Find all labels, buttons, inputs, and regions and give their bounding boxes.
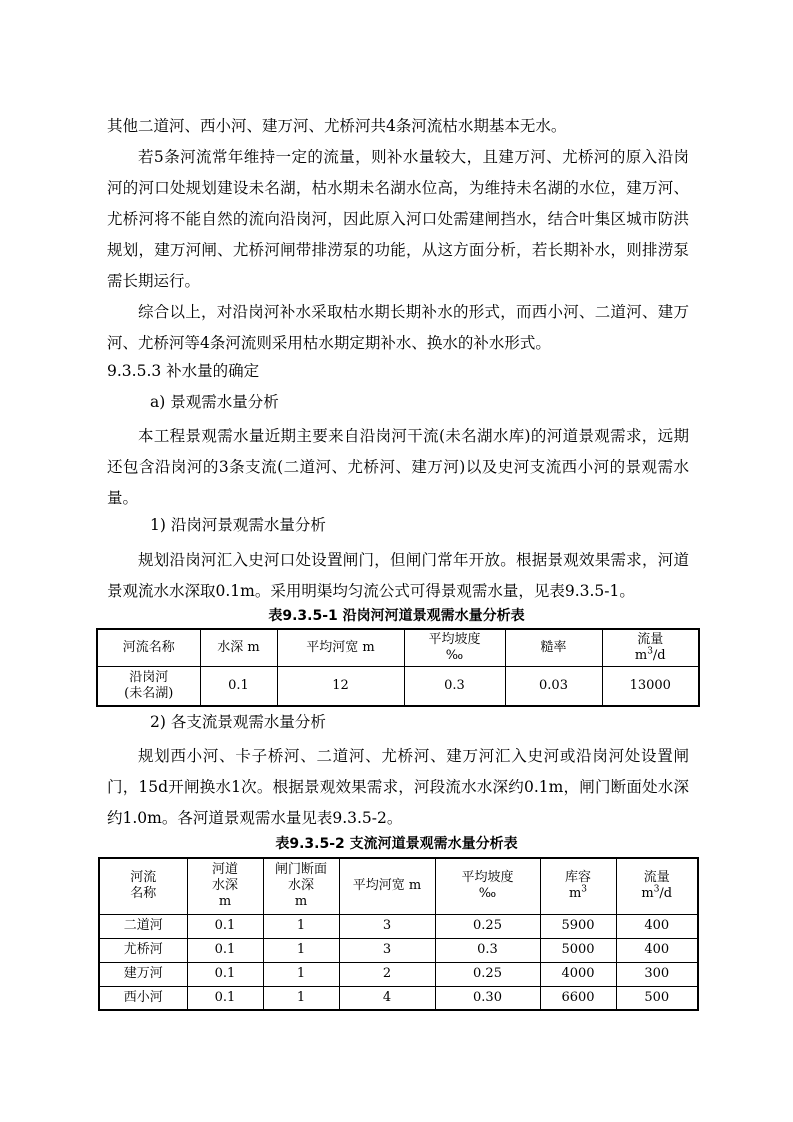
table-row (97, 666, 699, 706)
table-row (99, 938, 698, 962)
table-cell: 5900 (540, 914, 616, 938)
subheading-yangang: 1) 沿岗河景观需水量分析 (150, 516, 326, 534)
table-cell: 500 (616, 986, 698, 1010)
table-cell: 0.3 (435, 938, 540, 962)
header-cell: 流量 $m^3/d$ (602, 629, 699, 666)
table-cell: 0.1 (200, 666, 277, 706)
table-cell: 1 (263, 962, 339, 986)
table-cell: 4 (339, 986, 435, 1010)
table2-caption: 表9.3.5-2 支流河道景观需水量分析表 (275, 836, 518, 852)
table-cell: 300 (616, 962, 698, 986)
header-cell: 库容 $m^3$ (540, 858, 616, 914)
table-cell: 0.03 (505, 666, 602, 706)
paragraph-tributaries: 规划西小河、卡子桥河、二道河、尤桥河、建万河汇入史河或沿岗河处设置闸门，15d开闸换水1次。根据景观效果需求，河段流水水深约0.1m，闸门断面处水深约1.0m。各河道景观需水量见表9.3.5-2。 (107, 747, 689, 827)
paragraph-supply-volume: 若5条河流常年维持一定的流量，则补水量较大，且建万河、尤桥河的原入沿岗河的河口处规划建设未名湖，枯水期未名湖水位高，为维持未名湖的水位，建万河、尤桥河将不能自然的流向沿岗河，因此原入河口处需建闸挡水，结合叶集区城市防洪规划，建万河闸、尤桥河闸带排涝泵的功能，从这方面分析，若长期补水，则排涝泵需长期运行。 (107, 148, 689, 290)
table-cell: 二道河 (99, 914, 187, 938)
table-cell: 西小河 (99, 986, 187, 1010)
table-row (99, 986, 698, 1010)
table-row (99, 914, 698, 938)
paragraph-landscape-demand: 本工程景观需水量近期主要来自沿岗河干流(未名湖水库)的河道景观需求，远期还包含沿岗河的3条支流(二道河、尤桥河、建万河)以及史河支流西小河的景观需水量。 (107, 427, 689, 507)
header-cell: 平均坡度 ‰ (435, 858, 540, 914)
table-cell: 0.1 (187, 914, 263, 938)
header-cell: 河流名称 (97, 629, 200, 666)
header-cell: 平均坡度 ‰ (404, 629, 505, 666)
table-cell: 0.25 (435, 962, 540, 986)
table-cell: 13000 (602, 666, 699, 706)
subheading-tributaries: 2) 各支流景观需水量分析 (150, 713, 326, 731)
table-cell: 1 (263, 914, 339, 938)
table-cell: 0.25 (435, 914, 540, 938)
table-cell: 0.1 (187, 986, 263, 1010)
table-tributary-demand (98, 857, 699, 1011)
table-cell: 400 (616, 914, 698, 938)
table-cell: 6600 (540, 986, 616, 1010)
header-cell: 水深 m (200, 629, 277, 666)
table-yangang-demand (96, 628, 700, 707)
table-cell: 3 (339, 938, 435, 962)
paragraph-yangang: 规划沿岗河汇入史河口处设置闸门，但闸门常年开放。根据景观效果需求，河道景观流水水深取0.1m。采用明渠均匀流公式可得景观需水量，见表9.3.5-1。 (107, 551, 689, 600)
table-cell: 12 (277, 666, 404, 706)
table-cell: 2 (339, 962, 435, 986)
paragraph-no-water: 其他二道河、西小河、建万河、尤桥河共4条河流枯水期基本无水。 (107, 117, 567, 135)
header-cell: 糙率 (505, 629, 602, 666)
table-cell: 4000 (540, 962, 616, 986)
table-cell: 3 (339, 914, 435, 938)
table-header-row (97, 629, 699, 666)
table-cell: 0.3 (404, 666, 505, 706)
header-cell: 平均河宽 m (277, 629, 404, 666)
table1-caption: 表9.3.5-1 沿岗河河道景观需水量分析表 (268, 608, 525, 624)
header-cell: 流量 $m^3/d$ (616, 858, 698, 914)
table-cell: 0.30 (435, 986, 540, 1010)
table-cell: 尤桥河 (99, 938, 187, 962)
table-cell: 0.1 (187, 938, 263, 962)
header-cell: 河流 名称 (99, 858, 187, 914)
table-cell: 400 (616, 938, 698, 962)
paragraph-summary: 综合以上，对沿岗河补水采取枯水期长期补水的形式，而西小河、二道河、建万河、尤桥河等4条河流则采用枯水期定期补水、换水的补水形式。 (107, 303, 689, 352)
header-cell: 平均河宽 m (339, 858, 435, 914)
table-cell: 1 (263, 938, 339, 962)
header-cell: 闸门断面 水深 m (263, 858, 339, 914)
subsection-heading: a) 景观需水量分析 (150, 393, 279, 411)
table-cell: 5000 (540, 938, 616, 962)
table-header-row (99, 858, 698, 914)
section-heading: 9.3.5.3 补水量的确定 (107, 362, 260, 380)
table-cell: 沿岗河 (未名湖) (97, 666, 200, 706)
table-cell: 1 (263, 986, 339, 1010)
table-row (99, 962, 698, 986)
table-cell: 建万河 (99, 962, 187, 986)
header-cell: 河道 水深 m (187, 858, 263, 914)
table-cell: 0.1 (187, 962, 263, 986)
